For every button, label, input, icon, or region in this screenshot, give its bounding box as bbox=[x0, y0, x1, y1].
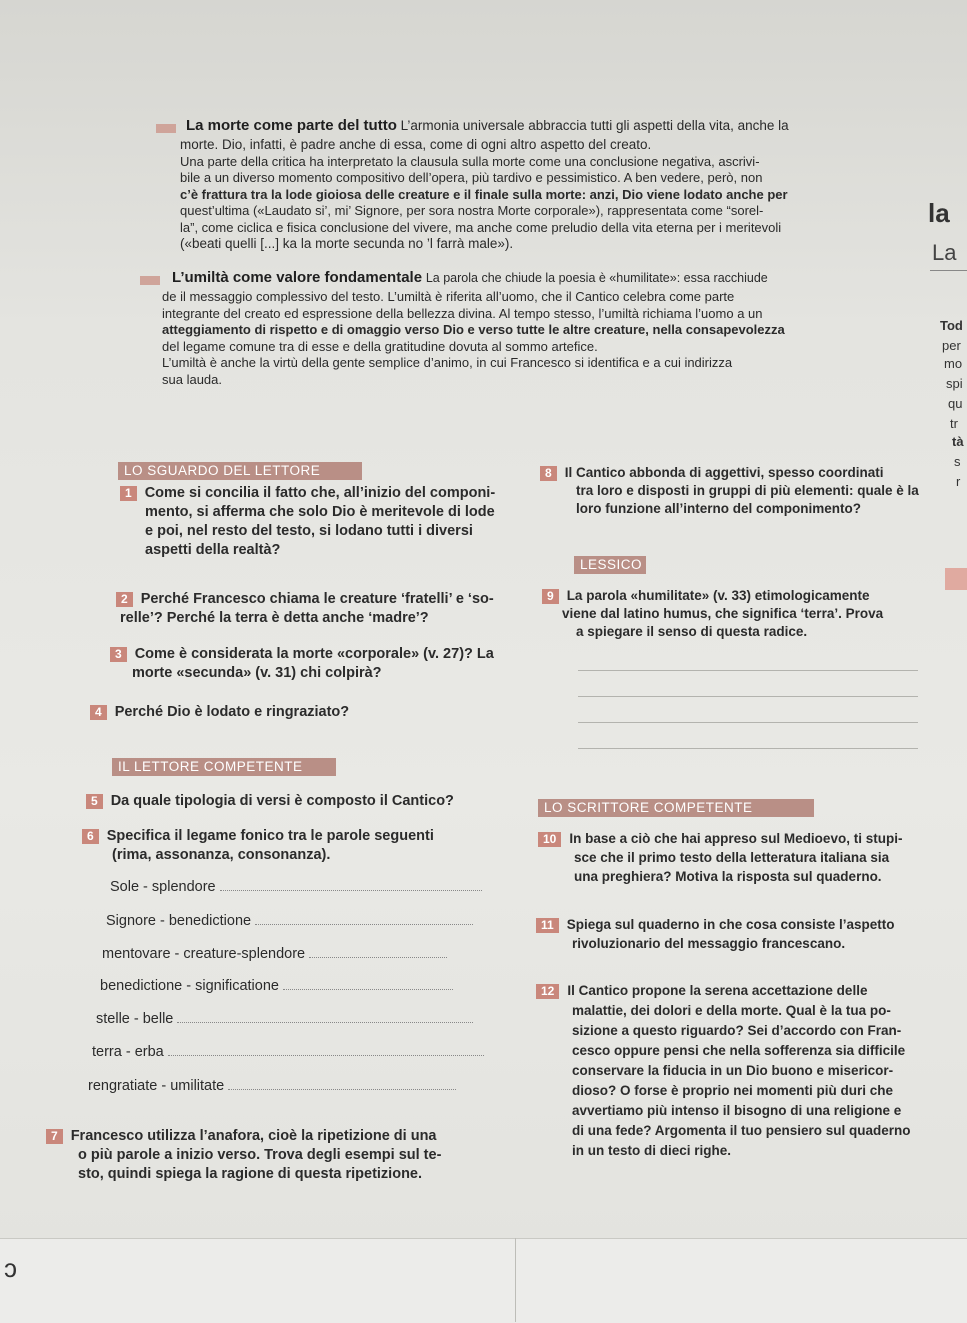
text-line: bile a un diverso momento compositivo dell’opera, più tardivo e pessimistico. A ben vedere, però, non bbox=[180, 170, 763, 185]
text-line: quest’ultima («Laudato si’, mi’ Signore, per sora nostra Morte corporale»), rappresentata come “sorel- bbox=[180, 203, 764, 218]
question-text: di una fede? Argomenta il tuo pensiero sul quaderno bbox=[572, 1123, 911, 1138]
adjacent-page-fragment: ɔ bbox=[4, 1253, 17, 1283]
question-text: Il Cantico propone la serena accettazione delle bbox=[567, 983, 868, 998]
question-text: cesco oppure pensi che nella sofferenza sia difficile bbox=[572, 1043, 906, 1058]
question-text: sce che il primo testo della letteratura italiana sia bbox=[574, 850, 890, 865]
word-pair-label: Signore - benedictione bbox=[106, 913, 252, 929]
word-pair-2 bbox=[106, 912, 473, 929]
word-pair-6 bbox=[92, 1043, 484, 1060]
question-text: Da quale tipologia di versi è composto il Cantico? bbox=[110, 793, 454, 809]
text-line: morte. Dio, infatti, è padre anche di essa, come di ogni altro aspetto del creato. bbox=[180, 137, 652, 152]
banner-lessico: LESSICO bbox=[574, 556, 646, 574]
question-text: Perché Dio è lodato e ringraziato? bbox=[114, 704, 350, 720]
answer-field[interactable] bbox=[309, 945, 447, 958]
question-number: 4 bbox=[90, 705, 107, 720]
text-line: la”, come ciclica e fisica conclusione del vivere, ma anche come preludio della vita eterna per i meritevoli bbox=[180, 219, 782, 235]
text-line: («beati quelli [...] ka la morte secunda no ’l farrà male»). bbox=[180, 236, 514, 251]
question-number: 11 bbox=[536, 918, 559, 933]
question-8 bbox=[540, 464, 920, 518]
question-number: 3 bbox=[110, 647, 127, 662]
question-text: rivoluzionario del messaggio francescano. bbox=[572, 936, 846, 951]
question-6 bbox=[82, 827, 512, 865]
question-text: In base a ciò che hai appreso sul Medioevo, ti stupi- bbox=[569, 831, 903, 846]
word-pair-label: terra - erba bbox=[92, 1044, 164, 1060]
adjacent-page-fragment: qu bbox=[948, 396, 963, 411]
page-gutter-line bbox=[515, 1238, 516, 1322]
question-7 bbox=[46, 1127, 516, 1184]
question-number: 5 bbox=[86, 794, 103, 809]
word-pair-4 bbox=[100, 977, 453, 994]
question-text: Come si concilia il fatto che, all’inizio del componi- bbox=[144, 485, 496, 501]
question-text: La parola «humilitate» (v. 33) etimologicamente bbox=[566, 588, 870, 603]
question-text: morte «secunda» (v. 31) chi colpirà? bbox=[132, 665, 382, 681]
question-10 bbox=[538, 829, 938, 886]
question-text: Come è considerata la morte «corporale» (v. 27)? La bbox=[134, 646, 494, 662]
question-5 bbox=[86, 792, 516, 811]
paragraph-death-body bbox=[180, 137, 900, 253]
text-line: atteggiamento di rispetto e di omaggio verso Dio e verso tutte le altre creature, nella consapevolezza bbox=[162, 322, 785, 337]
adjacent-page-fragment: r bbox=[956, 474, 961, 489]
paragraph-humility bbox=[172, 270, 912, 287]
answer-field[interactable] bbox=[168, 1043, 484, 1056]
question-number: 6 bbox=[82, 829, 99, 844]
question-2 bbox=[116, 590, 526, 628]
answer-field[interactable] bbox=[177, 1010, 473, 1023]
word-pair-label: benedictione - significatione bbox=[100, 978, 279, 994]
question-text: sizione a questo riguardo? Sei d’accordo con Fran- bbox=[572, 1023, 902, 1038]
adjacent-page-fragment: s bbox=[954, 454, 961, 469]
adjacent-page-fragment: la bbox=[928, 198, 950, 228]
question-3 bbox=[110, 645, 520, 683]
adjacent-page-fragment: Tod bbox=[940, 318, 963, 333]
paragraph-humility-body bbox=[162, 289, 902, 388]
banner-lo-scrittore-competente: LO SCRITTORE COMPETENTE bbox=[538, 799, 814, 817]
answer-line[interactable] bbox=[578, 748, 918, 749]
question-text: avvertiamo più intenso il bisogno di una religione e bbox=[572, 1103, 902, 1118]
question-text: in un testo di dieci righe. bbox=[572, 1143, 732, 1158]
paragraph-death bbox=[186, 118, 886, 135]
question-number: 12 bbox=[536, 984, 559, 999]
question-text: sto, quindi spiega la ragione di questa ripetizione. bbox=[78, 1166, 423, 1182]
adjacent-page-fragment: per bbox=[942, 338, 961, 353]
banner-il-lettore-competente: IL LETTORE COMPETENTE bbox=[112, 758, 336, 776]
paragraph-humility-title: L’umiltà come valore fondamentale bbox=[172, 269, 423, 286]
question-text: viene dal latino humus, che significa ‘terra’. Prova bbox=[562, 606, 884, 621]
answer-field[interactable] bbox=[228, 1077, 456, 1090]
question-9 bbox=[542, 587, 922, 641]
question-text: malattie, dei dolori e della morte. Qual è la tua po- bbox=[572, 1003, 891, 1018]
answer-field[interactable] bbox=[283, 977, 453, 990]
text-line: Una parte della critica ha interpretato la clausula sulla morte come una conclusione negativa, ascrivi- bbox=[180, 153, 760, 169]
text-line: sua lauda. bbox=[162, 371, 222, 387]
question-text: Spiega sul quaderno in che cosa consiste l’aspetto bbox=[566, 917, 895, 932]
text-line: L’armonia universale abbraccia tutti gli aspetti della vita, anche la bbox=[400, 118, 789, 133]
question-text: tra loro e disposti in gruppi di più elementi: quale è la bbox=[576, 483, 919, 498]
question-text: a spiegare il senso di questa radice. bbox=[576, 624, 808, 639]
word-pair-label: mentovare - creature-splendore bbox=[102, 946, 306, 962]
answer-line[interactable] bbox=[578, 696, 918, 697]
question-11 bbox=[536, 915, 946, 953]
banner-lo-sguardo-del-lettore: LO SGUARDO DEL LETTORE bbox=[118, 462, 362, 480]
question-text: Il Cantico abbonda di aggettivi, spesso coordinati bbox=[564, 465, 884, 480]
question-text: mento, si afferma che solo Dio è meritevole di lode bbox=[145, 504, 495, 520]
question-text: o più parole a inizio verso. Trova degli esempi sul te- bbox=[78, 1147, 442, 1163]
word-pair-label: stelle - belle bbox=[96, 1011, 174, 1027]
text-line: de il messaggio complessivo del testo. L’umiltà è riferita all’uomo, che il Cantico celebra come parte bbox=[162, 289, 735, 304]
question-text: conservare la fiducia in un Dio buono e misericor- bbox=[572, 1063, 894, 1078]
question-number: 2 bbox=[116, 592, 133, 607]
question-text: relle’? Perché la terra è detta anche ‘madre’? bbox=[120, 610, 429, 626]
text-line: La parola che chiude la poesia è «humilitate»: essa racchiude bbox=[425, 271, 768, 285]
section-bullet-2 bbox=[140, 276, 160, 285]
question-text: Francesco utilizza l’anafora, cioè la ripetizione di una bbox=[70, 1128, 437, 1144]
word-pair-7 bbox=[88, 1077, 456, 1094]
question-text: loro funzione all’interno del componimento? bbox=[576, 501, 861, 516]
question-12 bbox=[536, 981, 951, 1161]
word-pair-1 bbox=[110, 878, 482, 895]
question-number: 9 bbox=[542, 589, 559, 604]
question-4 bbox=[90, 703, 510, 722]
question-text: (rima, assonanza, consonanza). bbox=[112, 847, 331, 863]
answer-field[interactable] bbox=[220, 878, 482, 891]
question-text: Perché Francesco chiama le creature ‘fratelli’ e ‘so- bbox=[140, 591, 494, 607]
paragraph-death-title: La morte come parte del tutto bbox=[186, 117, 397, 134]
answer-line[interactable] bbox=[578, 670, 918, 671]
question-text: aspetti della realtà? bbox=[145, 542, 281, 558]
adjacent-page-fragment: tà bbox=[952, 434, 964, 449]
question-number: 10 bbox=[538, 832, 561, 847]
question-number: 7 bbox=[46, 1129, 63, 1144]
adjacent-page-rule bbox=[930, 270, 967, 271]
word-pair-label: rengratiate - umilitate bbox=[88, 1078, 225, 1094]
answer-field[interactable] bbox=[255, 912, 473, 925]
section-bullet-1 bbox=[156, 124, 176, 133]
answer-line[interactable] bbox=[578, 722, 918, 723]
page-bottom-margin bbox=[0, 1238, 967, 1323]
word-pair-5 bbox=[96, 1010, 473, 1027]
text-line: c’è frattura tra la lode gioiosa delle creature e il finale sulla morte: anzi, Dio viene lodato anche per bbox=[180, 186, 788, 202]
text-line: integrante del creato ed espressione della bellezza divina. Al tempo stesso, l’umiltà richiama l’uomo a un bbox=[162, 305, 763, 321]
question-text: dioso? O forse è proprio nei momenti più duri che bbox=[572, 1083, 894, 1098]
question-number: 1 bbox=[120, 486, 137, 501]
question-1 bbox=[120, 484, 520, 560]
adjacent-page-fragment: tr bbox=[950, 416, 958, 431]
question-text: Specifica il legame fonico tra le parole seguenti bbox=[106, 828, 434, 844]
question-number: 8 bbox=[540, 466, 557, 481]
text-line: del legame comune tra di esse e della gratitudine dovuta al sommo artefice. bbox=[162, 338, 598, 354]
adjacent-page-color-tab bbox=[945, 568, 967, 590]
adjacent-page-fragment: mo bbox=[944, 356, 963, 371]
adjacent-page-fragment: La bbox=[932, 240, 957, 265]
adjacent-page-fragment: spi bbox=[946, 376, 963, 391]
question-text: e poi, nel resto del testo, si lodano tutti i diversi bbox=[145, 523, 473, 539]
word-pair-3 bbox=[102, 945, 447, 962]
text-line: L’umiltà è anche la virtù della gente semplice d’animo, in cui Francesco si identifica e a cui indirizza bbox=[162, 355, 733, 370]
question-text: una preghiera? Motiva la risposta sul quaderno. bbox=[574, 869, 882, 884]
word-pair-label: Sole - splendore bbox=[110, 879, 216, 895]
